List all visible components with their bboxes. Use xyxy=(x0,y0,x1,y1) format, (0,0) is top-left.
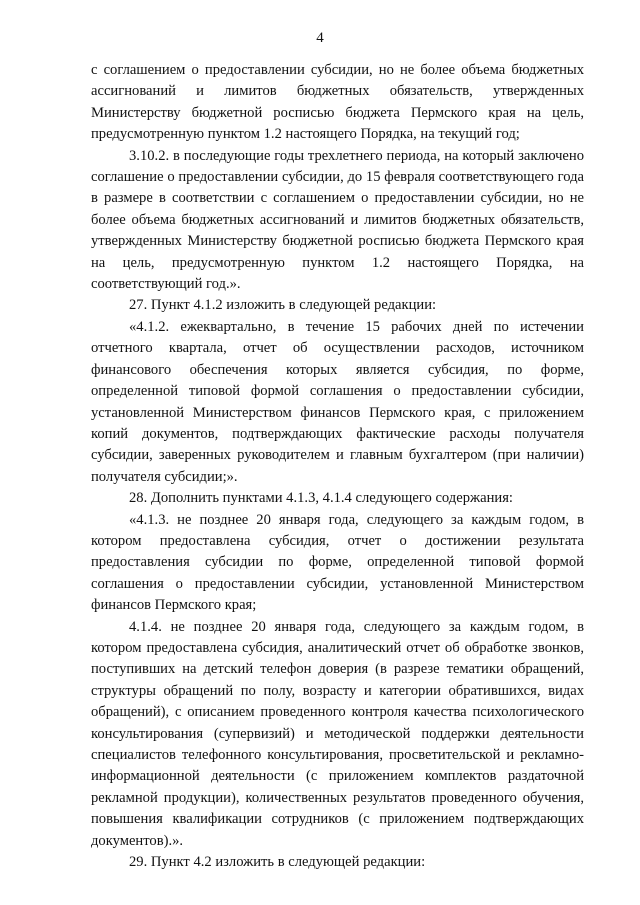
paragraph-item-27: 27. Пункт 4.1.2 изложить в следующей редакции: xyxy=(129,297,437,314)
paragraph-3-10-2: 3.10.2. в последующие годы трехлетнего периода, на который заключено соглашение о предоставлении субсидии, до 15 февраля соответствующего года в размере в соответствии с соглашением о предоставлении субсидии, но не более объема бюджетных ассигнований и лимитов бюджетных обязательств, утвержденных Министерству бюджетной росписью бюджета Пермского края на цель, предусмотренную пунктом 1.2 настоящего Порядка, на соответствующий год.». xyxy=(91,147,584,293)
paragraph-item-28: 28. Дополнить пунктами 4.1.3, 4.1.4 следующего содержания: xyxy=(129,490,513,507)
paragraph-4-1-3: «4.1.3. не позднее 20 января года, следующего за каждым годом, в котором предоставлена субсидия, отчет о достижении результата предоставления субсидии по форме, определенной типовой формой соглашения о предоставлении субсидии, установленной Министерством финансов Пермского края; xyxy=(91,511,584,614)
page-number: 4 xyxy=(316,30,324,46)
paragraph-4-1-4: 4.1.4. не позднее 20 января года, следующего за каждым годом, в котором предоставлена субсидия, аналитический отчет об обработке звонков, поступивших на детский телефон доверия (в разрезе тематики обращений, структуры обращений по полу, возрасту и категории обратившихся, видах обращений), с описанием проведенного контроля качества психологического консультирования (супервизий) и методической поддержки деятельности специалистов телефонного консультирования, просветительской и рекламно-информационной деятельности (с приложением комплектов раздаточной рекламной продукции), количественных результатов проведенного обучения, повышения квалификации сотрудников (с приложением подтверждающих документов).». xyxy=(91,618,584,849)
paragraph-continuation: с соглашением о предоставлении субсидии, но не более объема бюджетных ассигнований и лимитов бюджетных обязательств, утвержденных Министерству бюджетной росписью бюджета Пермского края на цель, предусмотренную пунктом 1.2 настоящего Порядка, на текущий год; xyxy=(91,62,584,143)
document-body xyxy=(91,60,584,873)
paragraph-4-1-2: «4.1.2. ежеквартально, в течение 15 рабочих дней по истечении отчетного квартала, отчет об осуществлении расходов, источником финансового обеспечения которых является субсидия, по форме, определенной типовой формой соглашения о предоставлении субсидии, установленной Министерством финансов Пермского края, с приложением копий документов, подтверждающих фактические расходы получателя субсидии, заверенных руководителем и главным бухгалтером (при наличии) получателя субсидии;». xyxy=(91,318,584,485)
paragraph-item-29: 29. Пункт 4.2 изложить в следующей редакции: xyxy=(129,854,426,871)
